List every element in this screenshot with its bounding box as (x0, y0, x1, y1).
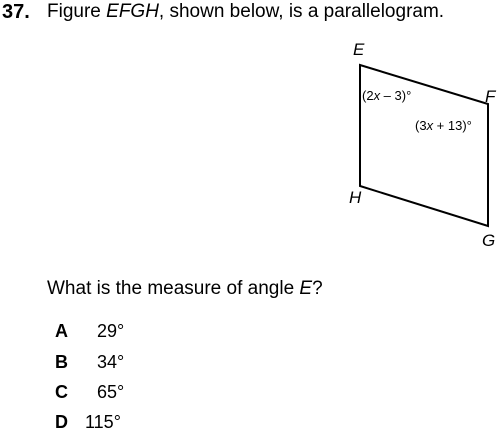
choice-letter: B (55, 352, 68, 372)
vertex-label-f: F (485, 87, 496, 106)
prompt-prefix: What is the measure of angle (47, 278, 300, 299)
vertex-label-e: E (353, 40, 365, 59)
angle-f-label: (3x + 13)° (415, 118, 472, 133)
choice-letter: A (55, 321, 68, 341)
choice-letter: D (55, 412, 68, 432)
choice-letter: C (55, 382, 68, 402)
choice-value: 34° (97, 352, 125, 372)
vertex-label-g: G (482, 231, 496, 250)
question-prompt (47, 278, 323, 300)
answer-choice-a[interactable] (55, 320, 124, 342)
choice-value: 115° (85, 412, 121, 432)
answer-choice-d[interactable] (55, 411, 121, 433)
stem-suffix: , shown below, is a parallelogram. (158, 1, 445, 22)
vertex-label-h: H (349, 188, 362, 207)
answer-choice-b[interactable] (55, 351, 124, 373)
question-number: 37. (2, 1, 30, 23)
figure-name: EFGH (106, 1, 159, 22)
prompt-suffix: ? (312, 278, 323, 299)
stem-prefix: Figure (47, 1, 107, 22)
angle-e-label: (2x – 3)° (362, 88, 412, 103)
prompt-angle: E (299, 278, 313, 299)
choice-value: 29° (97, 321, 125, 341)
choice-value: 65° (97, 382, 125, 402)
answer-choice-c[interactable] (55, 381, 124, 403)
